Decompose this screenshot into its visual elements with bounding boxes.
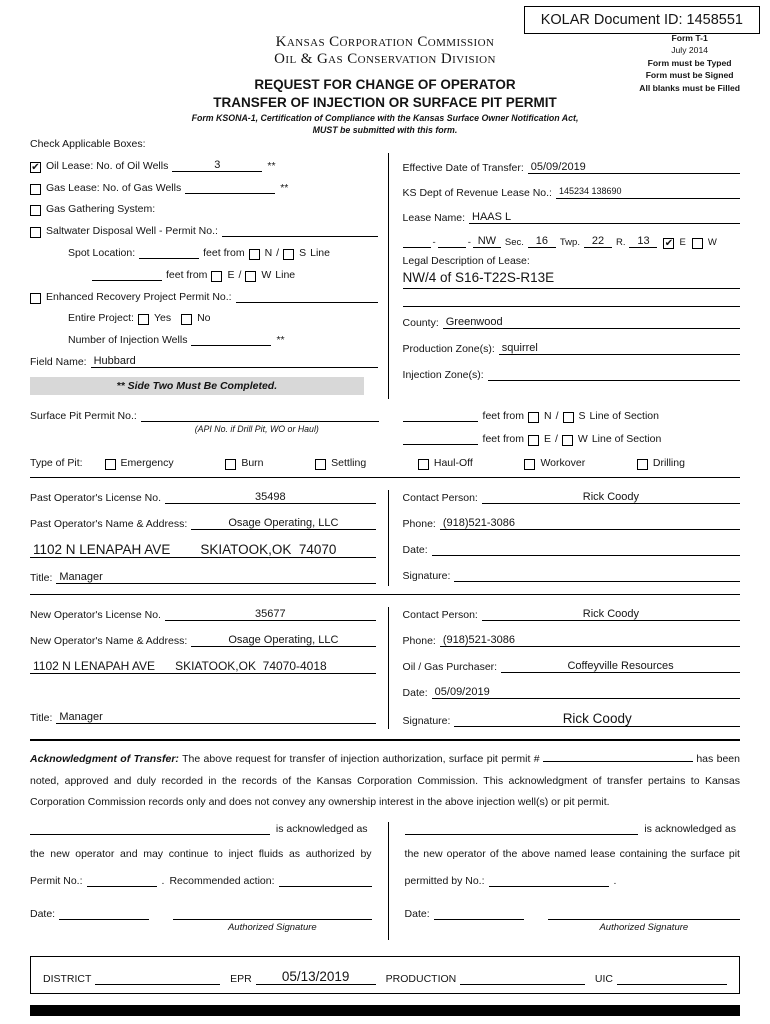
ack-left-signature-col xyxy=(173,907,371,934)
west-label: W xyxy=(707,237,717,248)
injection-wells-row xyxy=(68,333,378,346)
ack-permit-number-blank[interactable] xyxy=(543,751,693,762)
ack-left-body: the new operator and may continue to inject fluids as authorized by xyxy=(30,847,372,860)
ack-right-body: the new operator of the above named lease containing the surface pit xyxy=(404,847,740,860)
effective-date-label: Effective Date of Transfer: xyxy=(402,162,524,174)
authorized-signature-caption: Authorized Signature xyxy=(599,922,689,934)
quarter-call-2-blank[interactable] xyxy=(438,235,466,248)
new-operator-left xyxy=(30,607,389,729)
permit-no-blank[interactable] xyxy=(87,874,157,887)
ack-right-signature-blank[interactable] xyxy=(548,907,740,920)
new-title-row xyxy=(30,710,376,724)
workover-checkbox[interactable] xyxy=(524,459,535,470)
sec-label: Sec. xyxy=(504,237,524,248)
new-signature-row xyxy=(403,711,740,727)
section-blank[interactable]: 16 xyxy=(528,235,556,248)
form-title xyxy=(30,76,740,111)
gas-gathering-label: Gas Gathering System: xyxy=(46,203,156,215)
production-label: PRODUCTION xyxy=(385,973,457,986)
entire-project-row xyxy=(68,312,378,324)
revenue-lease-blank[interactable]: 145234 138690 xyxy=(556,186,740,199)
form-subtitle-line-1: Form KSONA-1, Certification of Compliance with the Kansas Surface Owner Notification Act, xyxy=(191,113,579,123)
range-blank[interactable]: 13 xyxy=(629,235,657,248)
pit-ns-suffix: Line of Section xyxy=(589,410,659,422)
field-name-blank[interactable]: Hubbard xyxy=(91,355,378,368)
past-date-blank[interactable] xyxy=(432,543,740,556)
effective-date-row xyxy=(403,161,740,174)
date-label: Date: xyxy=(404,908,430,921)
twp-label: Twp. xyxy=(559,237,580,248)
east-checkbox[interactable] xyxy=(663,238,674,249)
entire-project-label: Entire Project: xyxy=(68,312,134,324)
acknowledgment-paragraph xyxy=(30,749,740,814)
surface-pit-acknowledgment xyxy=(389,822,740,941)
past-license-row xyxy=(30,490,376,504)
org-title xyxy=(30,34,740,69)
oil-lease-row xyxy=(30,159,378,172)
recommended-action-label: Recommended action: xyxy=(169,875,275,888)
pit-feet-ns-row xyxy=(403,409,740,422)
new-license-blank[interactable]: 35677 xyxy=(165,608,376,621)
ack-left-operator-blank[interactable] xyxy=(30,822,270,835)
epr-date-blank[interactable]: 05/13/2019 xyxy=(256,969,376,985)
new-date-blank[interactable]: 05/09/2019 xyxy=(432,686,740,699)
permitted-by-label: permitted by No.: xyxy=(404,875,485,888)
pit-ew-suffix: Line of Section xyxy=(591,433,662,445)
past-address-blank[interactable]: 1102 N LENAPAH AVE SKIATOOK,OK 74070 xyxy=(30,542,376,558)
pit-e-label: E xyxy=(543,433,551,445)
surface-pit-section xyxy=(30,409,740,445)
pit-option-workover xyxy=(524,457,585,469)
check-icon: ✔ xyxy=(31,161,40,173)
org-line-1: Kansas Corporation Commission xyxy=(275,34,495,50)
ack-left-is-ack: is acknowledged as xyxy=(275,822,368,835)
new-signature-blank[interactable]: Rick Coody xyxy=(454,711,740,727)
pit-option-burn xyxy=(225,457,263,469)
new-name-row xyxy=(30,633,376,647)
spot-location-row-2 xyxy=(92,268,378,281)
surface-pit-left xyxy=(30,409,389,445)
spot-line-label: Line xyxy=(275,269,296,281)
acknowledgment-columns xyxy=(30,822,740,941)
note-typed: Form must be Typed xyxy=(647,57,732,68)
enhanced-permit-blank[interactable] xyxy=(236,290,378,303)
pit-s-label: S xyxy=(578,410,586,422)
spot-feet-ew-blank[interactable] xyxy=(92,268,162,281)
feet-from-label: feet from xyxy=(482,433,524,445)
divider xyxy=(30,594,740,595)
recommended-action-blank[interactable] xyxy=(279,874,372,887)
spot-e-label: E xyxy=(227,269,235,281)
feet-from-label: feet from xyxy=(166,269,208,281)
thick-divider xyxy=(30,739,740,741)
spot-location-label: Spot Location: xyxy=(68,247,136,259)
saltwater-label: Saltwater Disposal Well - Permit No.: xyxy=(46,225,218,237)
ack-right-date-blank[interactable] xyxy=(434,907,524,920)
spacer xyxy=(30,686,376,710)
ack-left-signature-blank[interactable] xyxy=(173,907,371,920)
ack-right-operator-blank[interactable] xyxy=(405,822,639,835)
injection-zones-row xyxy=(403,368,740,381)
pit-feet-ns-blank[interactable] xyxy=(403,409,478,422)
emergency-checkbox[interactable] xyxy=(105,459,116,470)
past-signature-blank[interactable] xyxy=(454,569,740,582)
past-name-label: Past Operator's Name & Address: xyxy=(30,518,188,530)
check-applicable-label: Check Applicable Boxes: xyxy=(30,138,146,150)
past-contact-label: Contact Person: xyxy=(402,492,478,504)
ack-left-permit-row xyxy=(30,874,372,887)
new-signature-label: Signature: xyxy=(402,715,451,727)
district-blank[interactable] xyxy=(95,972,220,985)
new-phone-row xyxy=(403,633,740,647)
east-label: E xyxy=(679,237,686,248)
spot-e-checkbox[interactable] xyxy=(211,271,222,282)
pit-w-label: W xyxy=(577,433,588,445)
pit-s-checkbox[interactable] xyxy=(563,412,574,423)
burn-label: Burn xyxy=(241,457,264,469)
injection-zones-label: Injection Zone(s): xyxy=(402,369,484,381)
kolar-label: KOLAR Document ID: 1458551 xyxy=(540,12,743,28)
past-name-row xyxy=(30,516,376,530)
entire-no-checkbox[interactable] xyxy=(181,314,192,325)
settling-label: Settling xyxy=(331,457,367,469)
feet-from-label: feet from xyxy=(203,247,245,259)
ack-right-permitted-row xyxy=(405,874,740,887)
form-header xyxy=(30,6,743,138)
production-zones-row xyxy=(403,342,740,355)
oil-lease-stars: ** xyxy=(267,160,276,172)
enhanced-recovery-row xyxy=(30,290,378,303)
spot-n-label: N xyxy=(264,247,273,259)
field-name-label: Field Name: xyxy=(30,356,87,368)
note-blanks: All blanks must be Filled xyxy=(639,82,740,93)
new-date-row xyxy=(403,685,740,699)
past-title-row xyxy=(30,570,376,584)
period: . xyxy=(613,875,617,888)
enhanced-recovery-checkbox[interactable] xyxy=(30,293,41,304)
slash: / xyxy=(276,247,280,259)
saltwater-checkbox[interactable] xyxy=(30,227,41,238)
ack-right-is-ack: is acknowledged as xyxy=(644,822,736,835)
slash: / xyxy=(555,433,558,445)
new-address-blank[interactable]: 1102 N LENAPAH AVE SKIATOOK,OK 74070-4018 xyxy=(30,659,376,674)
past-phone-blank[interactable]: (918)521-3086 xyxy=(440,517,740,530)
district-label: DISTRICT xyxy=(43,973,92,986)
injection-wells-stars: ** xyxy=(276,334,285,346)
revenue-lease-row xyxy=(403,186,740,199)
spot-feet-ns-blank[interactable] xyxy=(139,246,199,259)
surface-pit-right xyxy=(389,409,740,445)
past-operator-section xyxy=(30,484,740,586)
past-signature-label: Signature: xyxy=(402,570,451,582)
checkboxes-column xyxy=(30,153,389,399)
slash: / xyxy=(238,269,242,281)
uic-label: UIC xyxy=(594,973,614,986)
past-operator-left xyxy=(30,490,389,586)
spot-s-checkbox[interactable] xyxy=(283,249,294,260)
new-title-blank[interactable]: Manager xyxy=(56,711,375,724)
oil-lease-checkbox[interactable] xyxy=(30,162,41,173)
quarter-call-3-blank[interactable]: NW xyxy=(473,235,501,248)
district-box xyxy=(30,956,740,994)
quarter-call-1-blank[interactable] xyxy=(403,235,431,248)
ack-right-operator-row xyxy=(405,822,740,835)
new-date-label: Date: xyxy=(402,687,428,699)
divider xyxy=(30,477,740,478)
past-name-blank[interactable]: Osage Operating, LLC xyxy=(191,517,375,530)
new-operator-right xyxy=(389,607,740,729)
past-operator-right xyxy=(389,490,740,586)
pit-feet-ew-row xyxy=(403,432,740,445)
haul-off-label: Haul-Off xyxy=(433,457,473,469)
oil-wells-count-blank[interactable]: 3 xyxy=(172,159,262,172)
gas-lease-row xyxy=(30,181,378,194)
past-date-label: Date: xyxy=(402,544,428,556)
surface-pit-permit-blank[interactable] xyxy=(141,409,379,422)
township-blank[interactable]: 22 xyxy=(584,235,612,248)
haul-off-checkbox[interactable] xyxy=(418,459,429,470)
slash: / xyxy=(555,410,559,422)
production-blank[interactable] xyxy=(460,972,585,985)
gas-lease-checkbox[interactable] xyxy=(30,184,41,195)
new-name-label: New Operator's Name & Address: xyxy=(30,635,188,647)
past-contact-row xyxy=(403,490,740,504)
check-icon: ✔ xyxy=(664,237,674,249)
spot-n-checkbox[interactable] xyxy=(249,249,260,260)
gas-wells-count-blank[interactable] xyxy=(185,181,275,194)
ack-left-date-signature-row xyxy=(30,907,372,934)
oil-lease-label: Oil Lease: No. of Oil Wells xyxy=(46,160,169,172)
form-subtitle-line-2: MUST be submitted with this form. xyxy=(312,125,458,136)
entire-yes-checkbox[interactable] xyxy=(138,314,149,325)
past-title-label: Title: xyxy=(30,572,53,584)
pit-option-emergency xyxy=(105,457,174,469)
entire-no-label: No xyxy=(197,312,211,324)
form-date: July 2014 xyxy=(671,45,709,56)
top-columns xyxy=(30,153,740,399)
injection-wells-blank[interactable] xyxy=(191,333,271,346)
injection-wells-label: Number of Injection Wells xyxy=(68,334,188,346)
past-license-blank[interactable]: 35498 xyxy=(165,491,376,504)
feet-from-label: feet from xyxy=(482,410,524,422)
new-address-row xyxy=(30,659,376,674)
spot-w-label: W xyxy=(261,269,272,281)
authorized-signature-caption: Authorized Signature xyxy=(227,922,317,934)
acknowledgment-text-1: The above request for transfer of injection authorization, surface pit permit # xyxy=(182,753,540,765)
new-title-label: Title: xyxy=(30,712,53,724)
past-address-row xyxy=(30,542,376,558)
range-label: R. xyxy=(615,237,626,248)
lease-name-row xyxy=(403,211,740,224)
past-title-blank[interactable]: Manager xyxy=(56,571,375,584)
injection-zones-blank[interactable] xyxy=(488,368,740,381)
new-purchaser-blank[interactable]: Coffeyville Resources xyxy=(501,660,740,673)
workover-label: Workover xyxy=(540,457,586,469)
form-subtitle xyxy=(30,112,740,137)
new-operator-section xyxy=(30,601,740,729)
drilling-checkbox[interactable] xyxy=(637,459,648,470)
county-label: County: xyxy=(402,317,439,329)
saltwater-row xyxy=(30,224,378,237)
ack-left-date-blank[interactable] xyxy=(59,907,149,920)
form-title-line-1: REQUEST FOR CHANGE OF OPERATOR xyxy=(254,77,516,92)
county-blank[interactable]: Greenwood xyxy=(443,316,740,329)
settling-checkbox[interactable] xyxy=(315,459,326,470)
new-purchaser-label: Oil / Gas Purchaser: xyxy=(402,661,498,673)
surface-pit-permit-row xyxy=(30,409,379,422)
legal-description-value[interactable]: NW/4 of S16-T22S-R13E xyxy=(403,270,740,289)
dash: - xyxy=(467,237,471,248)
period: . xyxy=(161,875,165,888)
type-of-pit-row xyxy=(30,457,740,469)
legal-location-row xyxy=(403,235,740,248)
new-phone-blank[interactable]: (918)521-3086 xyxy=(440,634,740,647)
spot-location-row-1 xyxy=(68,246,378,259)
permit-no-label: Permit No.: xyxy=(30,875,83,888)
new-license-label: New Operator's License No. xyxy=(30,609,161,621)
form-title-line-2: TRANSFER OF INJECTION OR SURFACE PIT PERMIT xyxy=(213,94,557,110)
pit-n-label: N xyxy=(543,410,552,422)
past-phone-label: Phone: xyxy=(402,518,436,530)
emergency-label: Emergency xyxy=(120,457,174,469)
pit-e-checkbox[interactable] xyxy=(528,435,539,446)
surface-pit-permit-label: Surface Pit Permit No.: xyxy=(30,410,137,422)
org-line-2: Oil & Gas Conservation Division xyxy=(274,51,496,68)
lease-name-label: Lease Name: xyxy=(402,212,465,224)
acknowledgment-title: Acknowledgment of Transfer: xyxy=(30,753,179,765)
permitted-by-blank[interactable] xyxy=(489,874,609,887)
gas-gathering-checkbox[interactable] xyxy=(30,205,41,216)
kolar-document-id-box xyxy=(524,6,760,34)
pit-option-drilling xyxy=(637,457,685,469)
pit-feet-ew-blank[interactable] xyxy=(403,432,478,445)
transfer-column xyxy=(389,153,740,399)
new-contact-row xyxy=(403,607,740,621)
form-number: Form T-1 xyxy=(671,33,708,43)
pit-options xyxy=(105,457,685,469)
api-hint: (API No. if Drill Pit, WO or Haul) xyxy=(194,424,319,434)
pit-option-settling xyxy=(315,457,366,469)
spot-w-checkbox[interactable] xyxy=(245,271,256,282)
new-contact-blank[interactable]: Rick Coody xyxy=(482,608,740,621)
dash: - xyxy=(432,237,436,248)
past-signature-row xyxy=(403,568,740,582)
ack-right-date-signature-row xyxy=(404,907,740,934)
saltwater-permit-blank[interactable] xyxy=(222,224,378,237)
type-of-pit-label: Type of Pit: xyxy=(30,457,83,469)
uic-blank[interactable] xyxy=(617,972,727,985)
production-zones-blank[interactable]: squirrel xyxy=(499,342,740,355)
effective-date-blank[interactable]: 05/09/2019 xyxy=(528,161,740,174)
past-contact-blank[interactable]: Rick Coody xyxy=(482,491,740,504)
district-row xyxy=(43,969,727,985)
field-name-row xyxy=(30,355,378,368)
spot-s-label: S xyxy=(299,247,307,259)
injection-acknowledgment xyxy=(30,822,389,941)
past-phone-row xyxy=(403,516,740,530)
side-two-banner: ** Side Two Must Be Completed. xyxy=(30,377,364,395)
new-name-blank[interactable]: Osage Operating, LLC xyxy=(191,634,375,647)
gas-lease-stars: ** xyxy=(280,182,289,194)
new-license-row xyxy=(30,607,376,621)
county-row xyxy=(403,316,740,329)
past-date-row xyxy=(403,542,740,556)
legal-description-blank-line[interactable] xyxy=(403,293,740,307)
revenue-lease-label: KS Dept of Revenue Lease No.: xyxy=(402,187,552,199)
pit-w-checkbox[interactable] xyxy=(562,435,573,446)
footer-bar xyxy=(30,1005,740,1016)
date-label: Date: xyxy=(30,908,56,921)
enhanced-recovery-label: Enhanced Recovery Project Permit No.: xyxy=(46,291,232,303)
note-signed: Form must be Signed xyxy=(645,70,734,81)
lease-name-blank[interactable]: HAAS L xyxy=(469,211,740,224)
new-phone-label: Phone: xyxy=(402,635,436,647)
pit-option-haul-off xyxy=(418,457,473,469)
new-contact-label: Contact Person: xyxy=(402,609,478,621)
past-license-label: Past Operator's License No. xyxy=(30,492,161,504)
legal-description-label: Legal Description of Lease: xyxy=(402,255,530,267)
burn-checkbox[interactable] xyxy=(225,459,236,470)
epr-label: EPR xyxy=(230,973,252,986)
ack-left-operator-row xyxy=(30,822,372,835)
pit-n-checkbox[interactable] xyxy=(528,412,539,423)
entire-yes-label: Yes xyxy=(153,312,172,324)
acknowledgment-text-2: has been noted, approved and duly recorded in the records of the Kansas Corporation Commission. This acknowledgment of transfer pertains to Kansas Corporation Commission records only and does not convey any ownership interest in the above injection well(s) or pit permit. xyxy=(30,753,740,809)
west-checkbox[interactable] xyxy=(692,238,703,249)
spot-line-label: Line xyxy=(310,247,330,259)
production-zones-label: Production Zone(s): xyxy=(402,343,495,355)
gas-lease-label: Gas Lease: No. of Gas Wells xyxy=(46,182,182,194)
new-purchaser-row xyxy=(403,659,740,673)
ack-right-signature-col xyxy=(548,907,740,934)
gas-gathering-row xyxy=(30,203,378,215)
drilling-label: Drilling xyxy=(652,457,685,469)
